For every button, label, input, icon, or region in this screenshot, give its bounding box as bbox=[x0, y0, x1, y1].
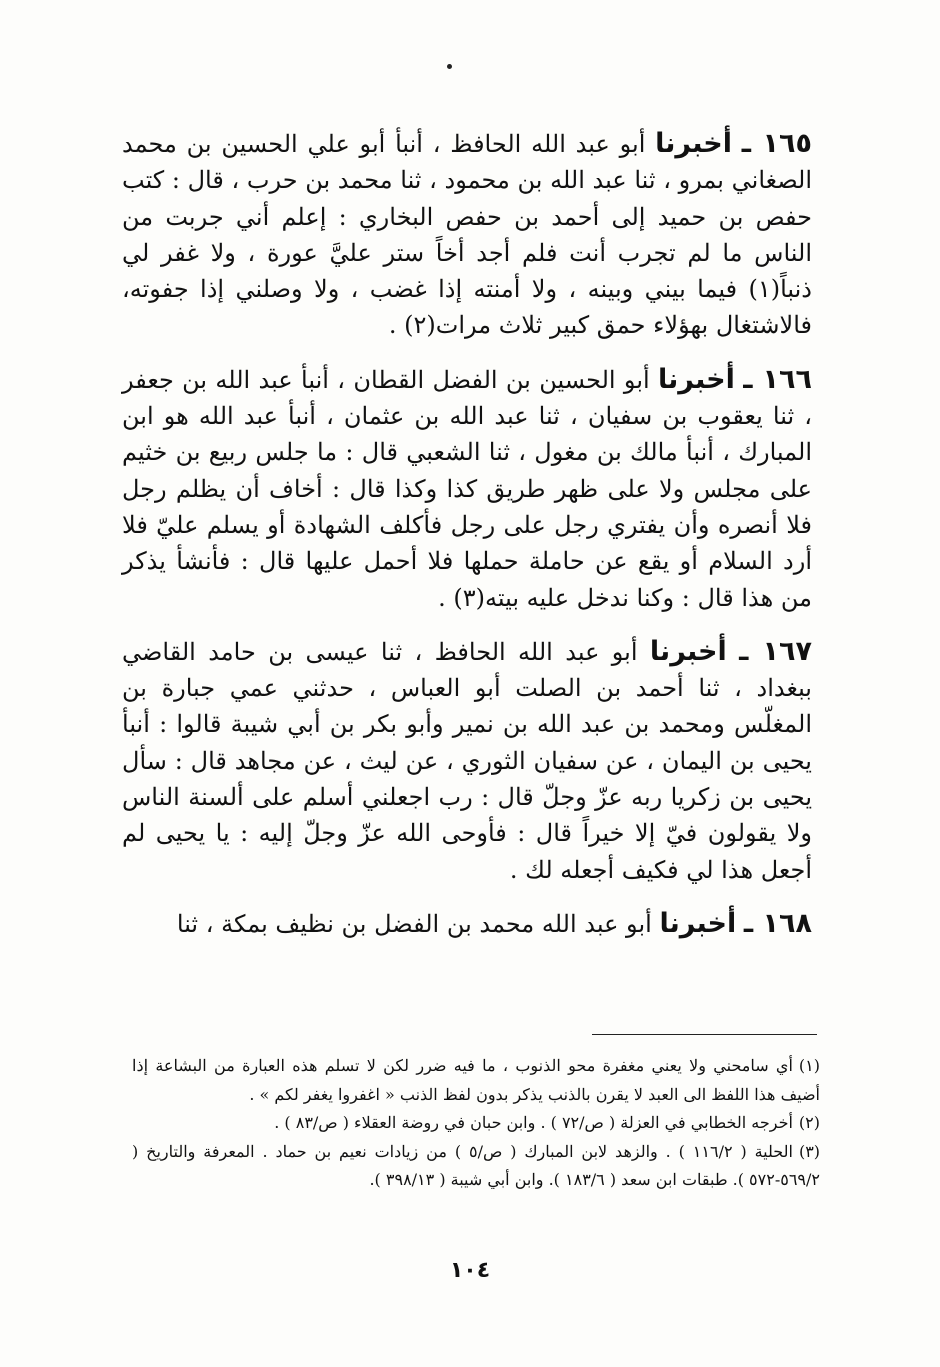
hadith-text: أبو الحسين بن الفضل القطان ، أنبأ عبد الله بن جعفر ، ثنا يعقوب بن سفيان ، ثنا عبد الله بن عثمان ، أنبأ عبد الله هو ابن المبارك ، أنبأ مالك بن مغول ، ثنا الشعبي قال : ما جلس ربيع بن خثيم على مجلس ولا على ظهر طريق كذا وكذا قال : أخاف أن يظلم رجل فلا أنصره وأن يفتري رجل على رجل فأكلف الشهادة أو يسلم عليّ فلا أرد السلام أو يقع عن حاملة حملها فلا أحمل عليها قال : فأنشأ يذكر من هذا قال : وكنا ندخل عليه بيته(٣) . bbox=[122, 365, 812, 612]
footnote-mark: (٢) bbox=[798, 1113, 820, 1132]
hadith-number: ١٦٨ ـ bbox=[743, 907, 812, 939]
header-dot bbox=[447, 64, 452, 69]
hadith-keyword: أخبرنا bbox=[655, 128, 732, 159]
hadith-keyword: أخبرنا bbox=[649, 635, 727, 667]
footnote-mark: (١) bbox=[798, 1056, 820, 1075]
hadith-167 bbox=[122, 634, 812, 888]
footnote-2 bbox=[132, 1109, 820, 1138]
hadith-text: أبو عبد الله الحافظ ، ثنا عيسى بن حامد القاضي ببغداد ، ثنا أحمد بن الصلت أبو العباس ، حدثني عمي جبارة بن المغلّس ومحمد بن عبد الله بن نمير وأبو بكر بن أبي شيبة قالوا : أنبأ يحيى بن اليمان ، عن سفيان الثوري ، عن ليث ، عن مجاهد قال : سأل يحيى بن زكريا ربه عزّ وجلّ قال : رب اجعلني أسلم على ألسنة الناس ولا يقولون فيّ إلا خيراً قال : فأوحى الله عزّ وجلّ إليه : يا يحيى لم أجعل هذا لي فكيف أجعله لك . bbox=[122, 637, 813, 884]
hadith-keyword: أخبرنا bbox=[658, 363, 735, 395]
footnotes bbox=[132, 1052, 820, 1195]
hadith-number: ١٦٥ ـ bbox=[741, 128, 812, 159]
hadith-165 bbox=[122, 126, 812, 344]
main-text bbox=[122, 126, 812, 942]
footnote-text: أي سامحني ولا يعني مغفرة محو الذنوب ، ما فيه ضرر لكن لا تسلم هذه العبارة من البشاعة إذا أضيف هذا اللفظ الى العبد لا يقرن بالذنب يذكر بدون لفظ الذنب « اغفروا يغفر لكم » . bbox=[132, 1056, 820, 1104]
footnote-3 bbox=[132, 1138, 820, 1195]
footnote-mark: (٣) bbox=[798, 1141, 821, 1161]
hadith-166 bbox=[122, 362, 812, 616]
hadith-number: ١٦٦ ـ bbox=[743, 363, 812, 395]
footnote-text: أخرجه الخطابي في العزلة ( ص/٧٢ ) . وابن حبان في روضة العقلاء ( ص/٨٣ ) . bbox=[274, 1113, 793, 1132]
hadith-168 bbox=[122, 906, 812, 942]
footnote-text: الحلية ( ١١٦/٢ ) . والزهد لابن المبارك ( ص/٥ ) من زيادات نعيم بن حماد . المعرفة والتاريخ ( ٥٦٩/٢-٥٧٢ ). طبقات ابن سعد ( ١٨٣/٦ ). وابن أبي شيبة ( ٣٩٨/١٣ ). bbox=[132, 1141, 820, 1189]
hadith-number: ١٦٧ ـ bbox=[739, 635, 812, 667]
hadith-text: أبو عبد الله الحافظ ، أنبأ أبو علي الحسين بن محمد الصغاني بمرو ، ثنا عبد الله بن محمود ، ثنا محمد بن حرب ، قال : كتب حفص بن حميد إلى أحمد بن حفص البخاري : إعلم أني جربت من الناس ما لم تجرب أنت فلم أجد أخاً ستر عليَّ عورة ، ولا غفر لي ذنباً(١) فيما بيني وبينه ، ولا أمنته إذا غضب ، ولا وصلني إذا جفوته، فالاشتغال بهؤلاء حمق كبير ثلاث مرات(٢) . bbox=[122, 130, 812, 340]
hadith-keyword: أخبرنا bbox=[659, 907, 737, 939]
footnote-1 bbox=[132, 1052, 820, 1109]
page-number: ١٠٤ bbox=[449, 1258, 491, 1283]
hadith-text: أبو عبد الله محمد بن الفضل بن نظيف بمكة ، ثنا bbox=[176, 909, 652, 938]
footnote-divider bbox=[592, 1034, 817, 1035]
